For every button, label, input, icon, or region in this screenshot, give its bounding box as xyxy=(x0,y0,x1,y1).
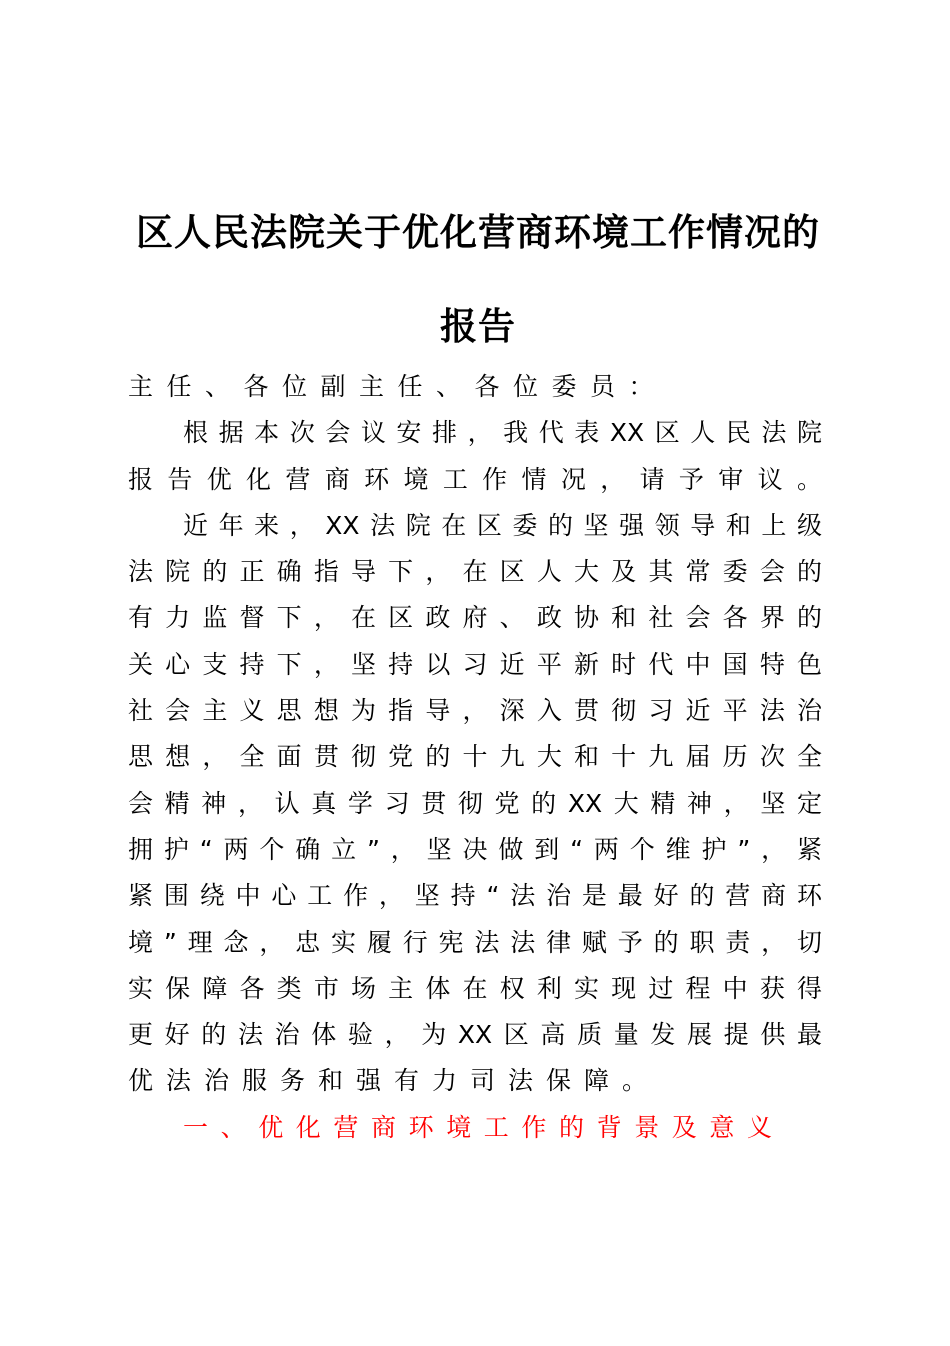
paragraph-line: 关心支持下，坚持以习近平新时代中国特色 xyxy=(128,649,822,679)
paragraph-line: 更好的法治体验，为XX区高质量发展提供最 xyxy=(128,1020,822,1050)
paragraph-line: 境”理念，忠实履行宪法法律赋予的职责，切 xyxy=(128,927,822,957)
salutation: 主任、各位副主任、各位委员： xyxy=(128,372,668,401)
paragraph-line: 思想，全面贯彻党的十九大和十九届历次全 xyxy=(128,742,822,772)
paragraph-1 xyxy=(128,410,822,503)
paragraph-line: 优法治服务和强有力司法保障。 xyxy=(128,1066,661,1096)
paragraph-line: 会精神，认真学习贯彻党的XX大精神，坚定 xyxy=(128,788,822,818)
paragraph-line: 报告优化营商环境工作情况，请予审议。 xyxy=(128,464,822,494)
paragraph-2 xyxy=(128,503,822,1105)
paragraph-line: 有力监督下，在区政府、政协和社会各界的 xyxy=(128,603,822,633)
paragraph-line: 根据本次会议安排，我代表XX区人民法院 xyxy=(183,418,822,448)
document-title: 区人民法院关于优化营商环境工作情况的报告 xyxy=(136,211,820,348)
paragraph-line: 拥护“两个确立”，坚决做到“两个维护”，紧 xyxy=(128,834,822,864)
section-heading: 一、优化营商环境工作的背景及意义 xyxy=(183,1112,785,1142)
document-body xyxy=(128,364,822,1151)
paragraph-line: 法院的正确指导下，在区人大及其常委会的 xyxy=(128,557,822,587)
paragraph-line: 近年来，XX法院在区委的坚强领导和上级 xyxy=(183,510,822,540)
paragraph-line: 实保障各类市场主体在权利实现过程中获得 xyxy=(128,973,822,1003)
paragraph-line: 紧围绕中心工作，坚持“法治是最好的营商环 xyxy=(128,881,822,911)
paragraph-line: 社会主义思想为指导，深入贯彻习近平法治 xyxy=(128,696,822,726)
